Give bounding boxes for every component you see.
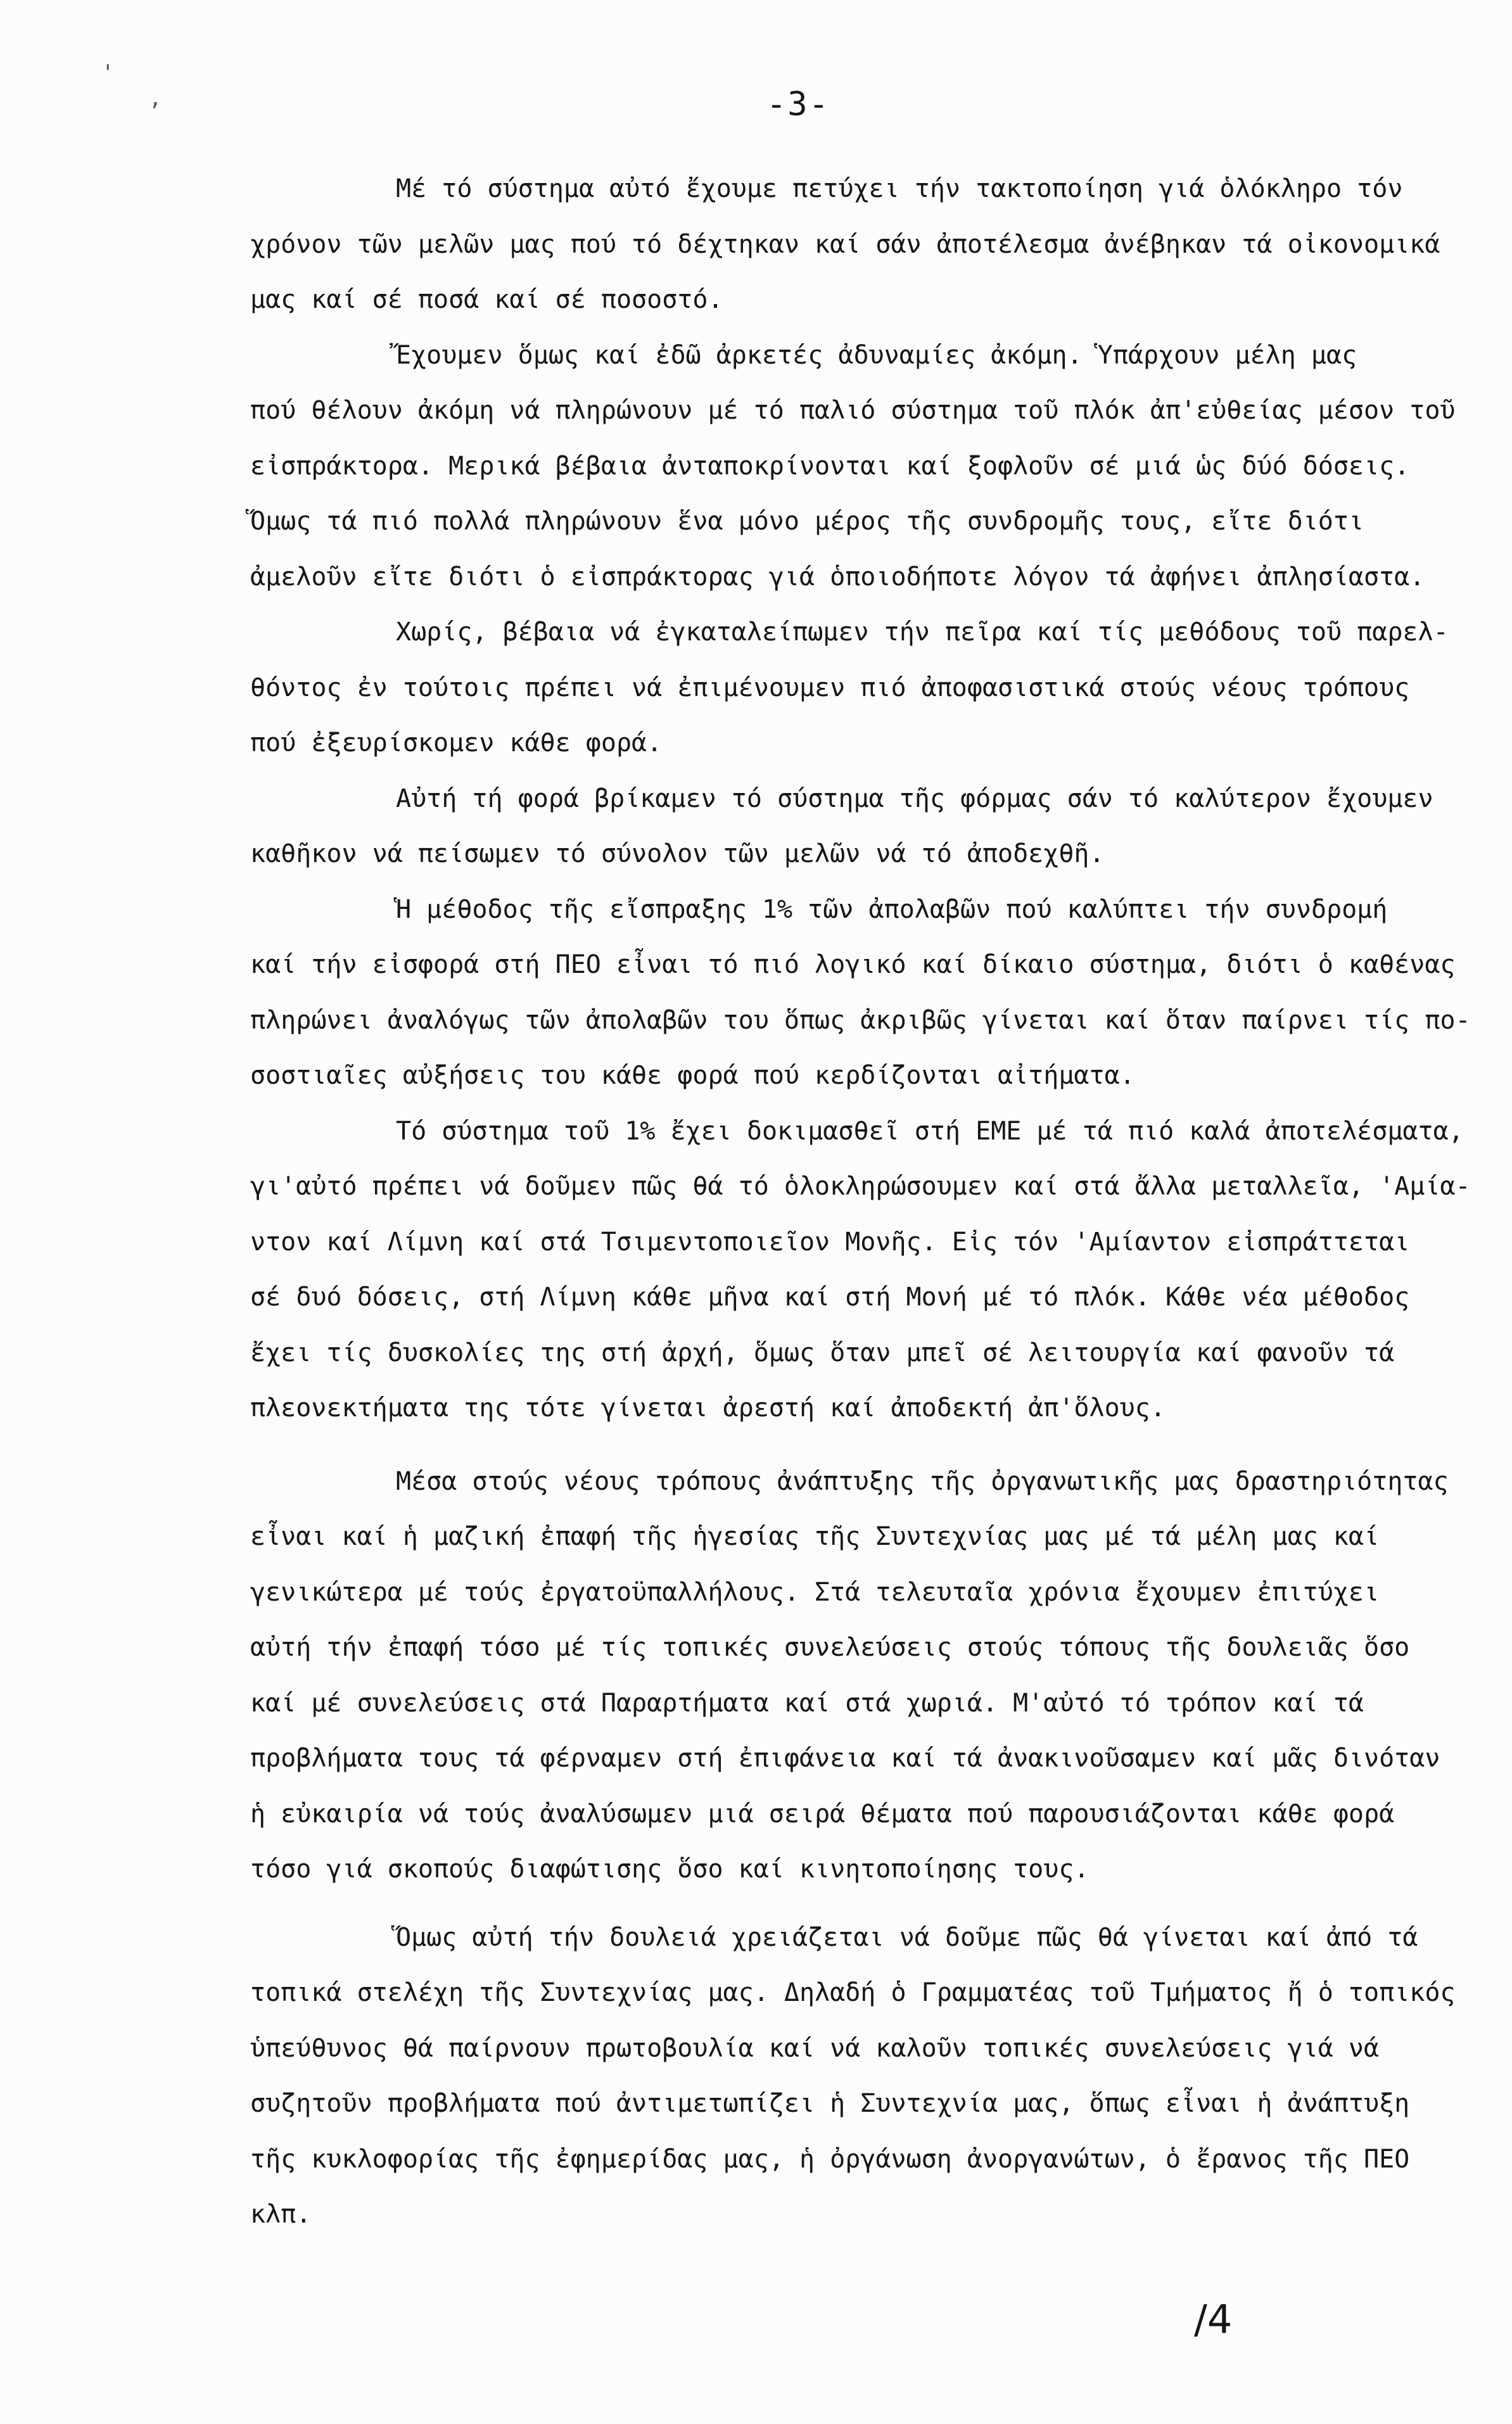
paragraph-5 xyxy=(250,882,1471,1104)
text-line: Χωρίς, βέβαια νά ἐγκαταλείπωμεν τήν πεῖρα καί τίς μεθόδους τοῦ παρελ- xyxy=(396,618,1449,647)
text-line: προβλήματα τους τά φέρναμεν στή ἐπιφάνεια καί τά ἀνακινοῦσαμεν καί μᾶς δινόταν xyxy=(250,1744,1440,1773)
text-line: καί τήν εἰσφορά στή ΠΕΟ εἶναι τό πιό λογικό καί δίκαιο σύστημα, διότι ὁ καθένας xyxy=(250,950,1456,979)
paragraph-3 xyxy=(250,605,1454,771)
paragraph-2 xyxy=(250,328,1454,606)
text-line: καθῆκον νά πείσωμεν τό σύνολον τῶν μελῶν νά τό ἀποδεχθῆ. xyxy=(250,839,1105,868)
paragraph-gap xyxy=(250,1437,1454,1454)
text-line: τῆς κυκλοφορίας τῆς ἐφημερίδας μας, ἡ ὀργάνωση ἀνοργανώτων, ὁ ἔρανος τῆς ΠΕΟ xyxy=(250,2144,1410,2174)
text-line: πλεονεκτήματα της τότε γίνεται ἀρεστή καί ἀποδεκτή ἀπ'ὅλους. xyxy=(250,1393,1166,1423)
text-line: ὑπεύθυνος θά παίρνουν πρωτοβουλία καί νά καλοῦν τοπικές συνελεύσεις γιά νά xyxy=(250,2033,1380,2063)
paragraph-1 xyxy=(250,162,1454,328)
stray-mark: ' xyxy=(101,60,115,86)
paragraph-4 xyxy=(250,771,1454,882)
text-line: γι'αὐτό πρέπει νά δοῦμεν πῶς θά τό ὁλοκληρώσουμεν καί στά ἄλλα μεταλλεῖα, 'Αμία- xyxy=(250,1172,1471,1201)
text-line: Μέσα στούς νέους τρόπους ἀνάπτυξης τῆς ὀργανωτικῆς μας δραστηριότητας xyxy=(396,1466,1449,1496)
paragraph-8 xyxy=(250,1910,1454,2243)
text-line: κλπ. xyxy=(250,2200,312,2229)
text-line: ἔχει τίς δυσκολίες της στή ἀρχή, ὅμως ὅταν μπεῖ σέ λειτουργία καί φανοῦν τά xyxy=(250,1338,1395,1367)
text-line: πού ἐξευρίσκομεν κάθε φορά. xyxy=(250,728,663,758)
document-body xyxy=(250,162,1471,2243)
text-line: καί μέ συνελεύσεις στά Παραρτήματα καί στά χωριά. Μ'αὐτό τό τρόπον καί τά xyxy=(250,1688,1364,1718)
text-line: αὐτή τήν ἐπαφή τόσο μέ τίς τοπικές συνελεύσεις στούς τόπους τῆς δουλειᾶς ὅσο xyxy=(250,1633,1410,1662)
text-line: τόσο γιά σκοπούς διαφώτισης ὅσο καί κινητοποίησης τους. xyxy=(250,1855,1090,1884)
text-line: εἶναι καί ἡ μαζική ἐπαφή τῆς ἡγεσίας τῆς Συντεχνίας μας μέ τά μέλη μας καί xyxy=(250,1522,1380,1551)
text-line: μας καί σέ ποσά καί σέ ποσοστό. xyxy=(250,285,723,314)
text-line: Ὅμως αὐτή τήν δουλειά χρειάζεται νά δοῦμε πῶς θά γίνεται καί ἀπό τά xyxy=(396,1922,1418,1952)
text-line: θόντος ἐν τούτοις πρέπει νά ἐπιμένουμεν πιό ἀποφασιστικά στούς νέους τρόπους xyxy=(250,673,1410,702)
text-line: ἀμελοῦν εἴτε διότι ὁ εἰσπράκτορας γιά ὁποιοδήποτε λόγον τά ἀφήνει ἀπλησίαστα. xyxy=(250,562,1425,592)
text-line: Ἡ μέθοδος τῆς εἴσπραξης 1% τῶν ἀπολαβῶν πού καλύπτει τήν συνδρομή xyxy=(396,894,1388,924)
text-line: Ἔχουμεν ὅμως καί ἐδῶ ἀρκετές ἀδυναμίες ἀκόμη. Ὑπάρχουν μέλη μας xyxy=(396,340,1357,370)
text-line: Τό σύστημα τοῦ 1% ἔχει δοκιμασθεῖ στή ΕΜΕ μέ τά πιό καλά ἀποτελέσματα, xyxy=(396,1116,1464,1146)
text-line: πού θέλουν ἀκόμη νά πληρώνουν μέ τό παλιό σύστημα τοῦ πλόκ ἀπ'εὐθείας μέσον τοῦ xyxy=(250,396,1456,425)
text-line: ντον καί Λίμνη καί στά Τσιμεντοποιεῖον Μονῆς. Εἰς τόν 'Αμίαντον εἰσπράττεται xyxy=(250,1227,1410,1257)
text-line: εἰσπράκτορα. Μερικά βέβαια ἀνταποκρίνονται καί ξοφλοῦν σέ μιά ὡς δύό δόσεις. xyxy=(250,451,1410,481)
text-line: συζητοῦν προβλήματα πού ἀντιμετωπίζει ἡ Συντεχνία μας, ὅπως εἶναι ἡ ἀνάπτυξη xyxy=(250,2089,1410,2118)
text-line: τοπικά στελέχη τῆς Συντεχνίας μας. Δηλαδή ὁ Γραμματέας τοῦ Τμήματος ἤ ὁ τοπικός xyxy=(250,1978,1456,2007)
text-line: Μέ τό σύστημα αὐτό ἔχουμε πετύχει τήν τακτοποίηση γιά ὁλόκληρο τόν xyxy=(396,174,1403,203)
text-line: Ὅμως τά πιό πολλά πληρώνουν ἕνα μόνο μέρος τῆς συνδρομῆς τους, εἴτε διότι xyxy=(250,507,1364,536)
stray-mark: , xyxy=(149,86,162,111)
paragraph-gap xyxy=(250,1898,1454,1910)
continuation-mark: /4 xyxy=(1194,2296,1233,2342)
paragraph-6 xyxy=(250,1104,1471,1437)
paragraph-7 xyxy=(250,1454,1454,1898)
text-line: χρόνον τῶν μελῶν μας πού τό δέχτηκαν καί σάν ἀποτέλεσμα ἀνέβηκαν τά οἰκονομικά xyxy=(250,229,1440,259)
text-line: πληρώνει ἀναλόγως τῶν ἀπολαβῶν του ὅπως ἀκριβῶς γίνεται καί ὅταν παίρνει τίς πο- xyxy=(250,1005,1471,1035)
text-line: Αὐτή τή φορά βρίκαμεν τό σύστημα τῆς φόρμας σάν τό καλύτερον ἔχουμεν xyxy=(396,784,1433,813)
page-number: -3- xyxy=(766,86,830,124)
text-line: ἡ εὐκαιρία νά τούς ἀναλύσωμεν μιά σειρά θέματα πού παρουσιάζονται κάθε φορά xyxy=(250,1799,1395,1829)
text-line: γενικώτερα μέ τούς ἐργατοϋπαλλήλους. Στά τελευταῖα χρόνια ἔχουμεν ἐπιτύχει xyxy=(250,1577,1380,1607)
text-line: σοστιαῖες αὐξήσεις του κάθε φορά πού κερδίζονται αἰτήματα. xyxy=(250,1061,1135,1090)
text-line: σέ δυό δόσεις, στή Λίμνη κάθε μῆνα καί στή Μονή μέ τό πλόκ. Κάθε νέα μέθοδος xyxy=(250,1283,1410,1312)
